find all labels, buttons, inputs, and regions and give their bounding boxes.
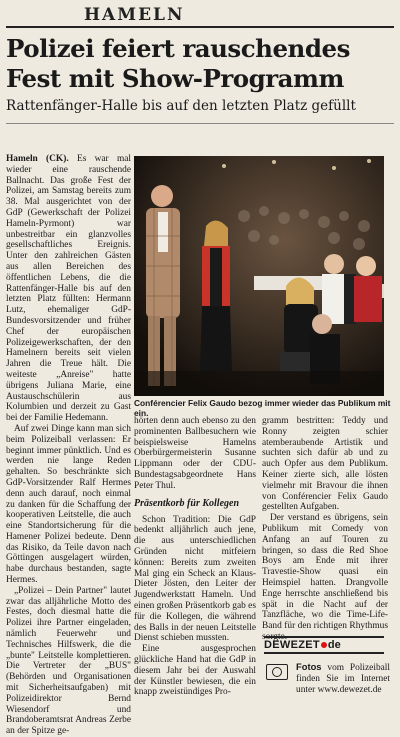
dewezet-logo <box>264 636 384 654</box>
paragraph: „Polizei – Dein Partner" lautet zwar das alljährliche Motto des Festes, doch diesmal hatte die Polizei ihre Partner eingeladen, nämlich Feuerwehr und Technisches Hilfswerk, die die „bunte" Leitstelle komplettieren. Die Vertreter der „BUS" (Behörden und Organisationen mit Sicherheitsaufgaben) mit Polizeidirektor Bernd Wiesendorf und Brandoberamtsrat Andreas Zerbe an der Spitze ge- <box>6 585 131 737</box>
event-photo <box>134 156 384 396</box>
photo-illustration <box>134 156 384 396</box>
paragraph-text: Es war mal wieder eine rauschende Ballnacht. Das große Fest der Polizei, am Samstag bereits zum 38. Mal ausgerichtet von der GdP (Gewerkschaft der Polizei Hameln-Pyrmont) war unbestreitbar ein glanzvolles gesellschaftliches Ereignis. Unter den zahlreichen Gästen aus allen Bereichen des öffentlichen Lebens, die die Rattenfänger-Halle bis auf den letzten Platz füllten: Hermann Lutz, ehemaliger GdP-Bundesvorsitzender und früher Chef der europäischen Polizeigewerkschaften, der den Hamelnern bereits seit vielen Jahren die Treue hält. Die weiteste „Anreise" hatte übrigens Juliana Marie, eine Austauschschülerin aus Kolumbien und derzeit zu Gast bei der Familie Hedemann. <box>6 154 132 424</box>
paragraph <box>6 154 131 424</box>
paragraph: gramm bestritten: Teddy und Ronny zeigten schier atemberaubende Artistik und suchten sich dafür ab und zu auch Opfer aus dem Publikum. Keiner zierte sich, alle lösten vielmehr mit Bravour die ihnen von Conférencier Felix Gaudo gestellten Aufgaben. <box>262 416 388 513</box>
article-column-3 <box>262 416 388 642</box>
dateline: Hameln (CK). <box>6 154 69 164</box>
camera-icon <box>266 664 288 680</box>
paragraph: hörten denn auch ebenso zu den prominenten Ballbesuchern wie beispielsweise Hamelns Oberbürgermeisterin Susanne Lippmann oder der CDU-Bundestagsabgeordnete Hans Peter Thul. <box>134 416 256 491</box>
article-column-2 <box>134 416 256 710</box>
logo-dot-icon <box>321 642 327 648</box>
section-header <box>6 0 394 28</box>
photo-caption: Conférencier Felix Gaudo bezog immer wieder das Publikum mit ein. <box>134 398 391 418</box>
headline <box>6 34 394 94</box>
paragraph: Schon Tradition: Die GdP bedenkt alljährlich auch jene, die aus unterschiedlichen Gründen nicht mitfeiern können: Bereits zum zweiten Mal ging ein Scheck an Klaus-Dieter Jösten, den Leiter der Jugendwerkstatt Hameln. Und einen großen Präsentkorb gab es für die Kollegen, die während des Balls in der neuen Leitstelle Dienst schieben mussten. <box>134 514 256 644</box>
headline-line-2: Fest mit Show-Programm <box>6 64 344 93</box>
subheadline: Rattenfänger-Halle bis auf den letzten Platz gefüllt <box>6 98 356 114</box>
logo-tld: de <box>327 639 341 651</box>
online-photo-note <box>266 662 390 695</box>
logo-name: DEWEZET <box>264 639 320 651</box>
paragraph: Der verstand es übrigens, sein Publikum mit Comedy von Anfang an auf Touren zu bringen, so dass die Red Shoe Boys am Ende mit ihrer Travestie-Show quasi ein Heimspiel hatten. Drangvolle Enge herrschte anschließend bis spät in die Nacht auf der Tanzfläche, wo die Time-Life-Band für den richtigen Rhythmus sorgte. <box>262 513 388 642</box>
section-title: HAMELN <box>84 5 185 25</box>
note-bold: Fotos <box>296 661 322 672</box>
subheading: Präsentkorb für Kollegen <box>134 497 240 509</box>
headline-line-1: Polizei feiert rauschendes <box>6 34 350 63</box>
divider <box>6 123 394 124</box>
paragraph: Auf zwei Dinge kann man sich beim Polizeiball verlassen: Er beginnt immer pünktlich. Und es werden nie lange Reden gehalten. So beschränkte sich GdP-Vorsitzender Ralf Hermes denn auch darauf, noch einmal zu danken für die Schaffung der kooperativen Leitstelle, die auch eine Standortsicherung für die Hamener Polizei bedeute. Denn das Risiko, da Teile davon nach Göttingen ausgelagert würden, habe durchaus bestanden, sagte Hermes. <box>6 423 131 586</box>
article-column-1 <box>6 154 132 737</box>
paragraph: Eine ausgesprochen glückliche Hand hat die GdP in diesem Jahr bei der Auswahl der Künstler bewiesen, die ein knapp zweistündiges Pro- <box>134 644 256 698</box>
note-body: vom Polizeiball finden Sie im Internet unter www.dewezet.de <box>296 663 390 695</box>
